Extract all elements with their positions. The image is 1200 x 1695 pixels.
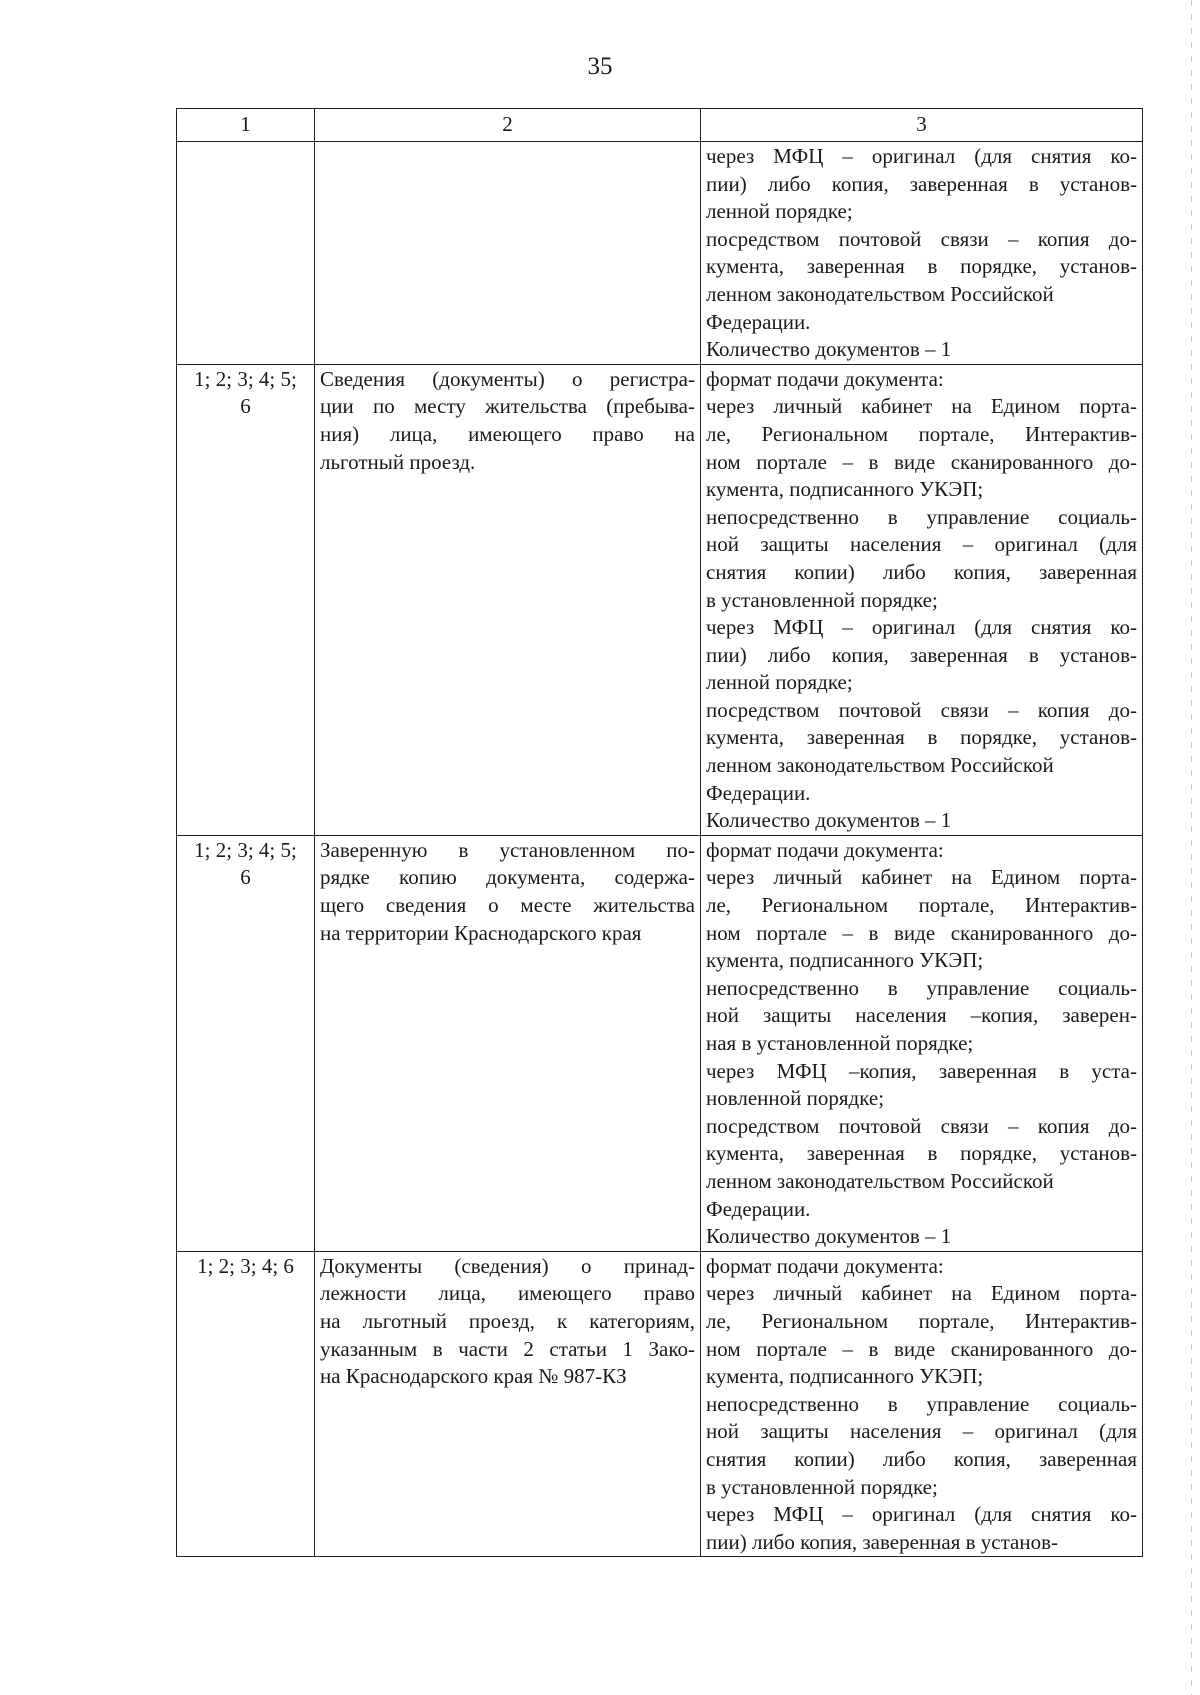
cell-line: посредством почтовой связи – копия до- bbox=[706, 1113, 1137, 1138]
cell-line: пии) либо копия, заверенная в установ- bbox=[706, 642, 1137, 667]
cell-line: на льготный проезд, к категориям, bbox=[320, 1308, 695, 1333]
cell-line: льготный проезд. bbox=[320, 449, 476, 474]
cell-line: ном портале – в виде сканированного до- bbox=[706, 449, 1137, 474]
cell-col-3 bbox=[701, 364, 1143, 835]
cell-line: пии) либо копия, заверенная в установ- bbox=[706, 1529, 1059, 1554]
table-row bbox=[177, 1251, 1143, 1557]
cell-line: ная в установленной порядке; bbox=[706, 1031, 974, 1055]
table-row bbox=[177, 142, 1143, 365]
cell-line: непосредственно в управление социаль- bbox=[706, 1391, 1137, 1416]
cell-line: ле, Региональном портале, Интерактив- bbox=[706, 893, 1137, 918]
cell-line: ном портале – в виде сканированного до- bbox=[706, 920, 1137, 945]
cell-col-1 bbox=[177, 835, 315, 1251]
cell-line: ной защиты населения –копия, заверен- bbox=[706, 1003, 1137, 1028]
cell-col-2 bbox=[315, 835, 701, 1251]
cell-line: ленном законодательством Российской bbox=[706, 753, 1054, 778]
requirements-table bbox=[176, 108, 1143, 1557]
cell-line: в установленной порядке; bbox=[706, 1474, 938, 1499]
cell-line: ния) лица, имеющего право на bbox=[320, 421, 695, 446]
cell-line: через МФЦ –копия, заверенная в уста- bbox=[706, 1058, 1137, 1083]
cell-line: указанным в части 2 статьи 1 Зако- bbox=[320, 1336, 695, 1361]
cell-col-3 bbox=[701, 835, 1143, 1251]
cell-line: кумента, заверенная в порядке, установ- bbox=[706, 254, 1137, 279]
cell-line: 6 bbox=[240, 865, 251, 890]
cell-line: ции по месту жительства (пребыва- bbox=[320, 394, 695, 419]
cell-line: ле, Региональном портале, Интерактив- bbox=[706, 1308, 1137, 1333]
cell-line: 6 bbox=[240, 394, 251, 419]
cell-col-2 bbox=[315, 364, 701, 835]
cell-line: ной защиты населения – оригинал (для bbox=[706, 1419, 1137, 1444]
cell-line: ленной порядке; bbox=[706, 199, 853, 224]
cell-line: кумента, подписанного УКЭП; bbox=[706, 948, 984, 973]
cell-line: посредством почтовой связи – копия до- bbox=[706, 226, 1137, 251]
table-header-row bbox=[177, 109, 1143, 142]
cell-line: Сведения (документы) о регистра- bbox=[320, 366, 695, 391]
cell-line: ленном законодательством Российской bbox=[706, 281, 1054, 306]
cell-col-1 bbox=[177, 142, 315, 365]
cell-line: через личный кабинет на Едином порта- bbox=[706, 1281, 1137, 1306]
cell-line: формат подачи документа: bbox=[706, 366, 944, 391]
header-col-2: 2 bbox=[315, 109, 701, 142]
cell-line: на территории Краснодарского края bbox=[320, 920, 642, 945]
cell-line: ной защиты населения – оригинал (для bbox=[706, 532, 1137, 557]
cell-line: кумента, заверенная в порядке, установ- bbox=[706, 725, 1137, 750]
cell-col-2 bbox=[315, 142, 701, 365]
cell-line: формат подачи документа: bbox=[706, 1253, 944, 1278]
cell-line: кумента, заверенная в порядке, установ- bbox=[706, 1141, 1137, 1166]
cell-line: Федерации. bbox=[706, 780, 811, 805]
cell-line: новленной порядке; bbox=[706, 1086, 885, 1111]
cell-col-3 bbox=[701, 142, 1143, 365]
cell-col-3 bbox=[701, 1251, 1143, 1557]
cell-line: в установленной порядке; bbox=[706, 587, 938, 612]
cell-line: Количество документов – 1 bbox=[706, 337, 952, 362]
header-col-1: 1 bbox=[177, 109, 315, 142]
cell-line: пии) либо копия, заверенная в установ- bbox=[706, 171, 1137, 196]
cell-col-2 bbox=[315, 1251, 701, 1557]
cell-line: на Краснодарского края № 987-КЗ bbox=[320, 1364, 627, 1389]
scan-margin-line bbox=[1191, 0, 1192, 1695]
cell-line: кумента, подписанного УКЭП; bbox=[706, 1364, 984, 1389]
cell-line: через личный кабинет на Едином порта- bbox=[706, 865, 1137, 890]
cell-line: посредством почтовой связи – копия до- bbox=[706, 697, 1137, 722]
cell-line: кумента, подписанного УКЭП; bbox=[706, 477, 984, 502]
cell-line: 1; 2; 3; 4; 5; bbox=[194, 366, 297, 391]
cell-col-1 bbox=[177, 1251, 315, 1557]
cell-line: ном портале – в виде сканированного до- bbox=[706, 1336, 1137, 1361]
cell-line: Федерации. bbox=[706, 309, 811, 334]
page-number: 35 bbox=[587, 53, 613, 80]
cell-line: через МФЦ – оригинал (для снятия ко- bbox=[706, 144, 1137, 168]
cell-line: Документы (сведения) о принад- bbox=[320, 1253, 695, 1278]
cell-line: через МФЦ – оригинал (для снятия ко- bbox=[706, 1502, 1137, 1527]
cell-line: рядке копию документа, содержа- bbox=[320, 865, 695, 890]
cell-line: через МФЦ – оригинал (для снятия ко- bbox=[706, 615, 1137, 640]
cell-line: Количество документов – 1 bbox=[706, 808, 952, 833]
cell-line: 1; 2; 3; 4; 6 bbox=[197, 1253, 294, 1278]
cell-line: непосредственно в управление социаль- bbox=[706, 504, 1137, 529]
cell-line: 1; 2; 3; 4; 5; bbox=[194, 837, 297, 862]
cell-line: ле, Региональном портале, Интерактив- bbox=[706, 421, 1137, 446]
cell-line: ленной порядке; bbox=[706, 670, 853, 695]
cell-line: Заверенную в установленном по- bbox=[320, 837, 695, 862]
table-row bbox=[177, 835, 1143, 1251]
cell-line: Количество документов – 1 bbox=[706, 1224, 952, 1249]
header-col-3: 3 bbox=[701, 109, 1143, 142]
cell-line: формат подачи документа: bbox=[706, 837, 944, 862]
cell-line: снятия копии) либо копия, заверенная bbox=[706, 559, 1137, 584]
cell-line: ленном законодательством Российской bbox=[706, 1168, 1054, 1193]
cell-line: лежности лица, имеющего право bbox=[320, 1281, 695, 1306]
cell-col-1 bbox=[177, 364, 315, 835]
table-row bbox=[177, 364, 1143, 835]
cell-line: через личный кабинет на Едином порта- bbox=[706, 394, 1137, 419]
cell-line: снятия копии) либо копия, заверенная bbox=[706, 1446, 1137, 1471]
cell-line: непосредственно в управление социаль- bbox=[706, 975, 1137, 1000]
cell-line: Федерации. bbox=[706, 1196, 811, 1221]
cell-line: щего сведения о месте жительства bbox=[320, 893, 695, 918]
